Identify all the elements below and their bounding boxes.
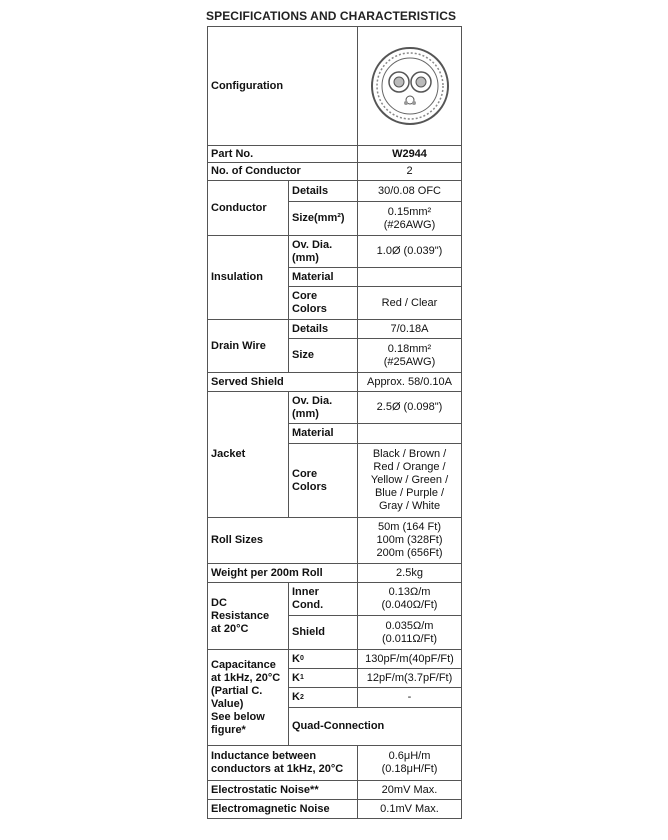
- capacitance-label: Capacitance at 1kHz, 20°C (Partial C. Value) See below figure*: [207, 649, 289, 746]
- capacitance-k1-label: K 1: [288, 668, 358, 688]
- no-conductor-label: No. of Conductor: [207, 162, 358, 181]
- drain-wire-details-value: 7/0.18A: [357, 319, 462, 339]
- k2-letter: K: [292, 691, 300, 703]
- quad-connection-label: Quad-Connection: [288, 707, 462, 746]
- conductor-label: Conductor: [207, 180, 289, 236]
- conductor-size-value: 0.15mm² (#26AWG): [357, 201, 462, 236]
- k1-letter: K: [292, 671, 300, 684]
- insulation-material-label: Material: [288, 267, 358, 287]
- electromagnetic-noise-value: 0.1mV Max.: [357, 799, 462, 819]
- part-no-label: Part No.: [207, 145, 358, 163]
- electrostatic-noise-value: 20mV Max.: [357, 780, 462, 800]
- drain-wire-size-value: 0.18mm² (#25AWG): [357, 338, 462, 373]
- inductance-label: Inductance between conductors at 1kHz, 20°C: [207, 745, 358, 781]
- drain-wire-size-label: Size: [288, 338, 358, 373]
- part-no-value: W2944: [357, 145, 462, 163]
- insulation-ovdia-value: 1.0Ø (0.039"): [357, 235, 462, 268]
- configuration-label: Configuration: [207, 26, 358, 146]
- insulation-material-value: [357, 267, 462, 287]
- insulation-label: Insulation: [207, 235, 289, 320]
- served-shield-label: Served Shield: [207, 372, 358, 392]
- conductor-size-label: Size(mm²): [288, 201, 358, 236]
- dc-resistance-inner-label: Inner Cond.: [288, 582, 358, 616]
- jacket-core-colors-label: Core Colors: [288, 443, 358, 518]
- k0-letter: K: [292, 652, 300, 665]
- weight-label: Weight per 200m Roll: [207, 563, 358, 583]
- drain-wire-label: Drain Wire: [207, 319, 289, 373]
- no-conductor-value: 2: [357, 162, 462, 181]
- jacket-material-value: [357, 423, 462, 444]
- insulation-ovdia-label: Ov. Dia. (mm): [288, 235, 358, 268]
- weight-value: 2.5kg: [357, 563, 462, 583]
- capacitance-k1-value: 12pF/m(3.7pF/Ft): [357, 668, 462, 688]
- capacitance-k2-label: K 2: [288, 687, 358, 708]
- inductance-value: 0.6μH/m (0.18μH/Ft): [357, 745, 462, 781]
- capacitance-k2-value: -: [357, 687, 462, 708]
- dc-resistance-shield-label: Shield: [288, 615, 358, 650]
- conductor-details-label: Details: [288, 180, 358, 202]
- cable-cross-section-figure: [357, 26, 462, 146]
- capacitance-k0-label: K 0: [288, 649, 358, 669]
- dc-resistance-label: DC Resistance at 20°C: [207, 582, 289, 650]
- jacket-ovdia-value: 2.5Ø (0.098"): [357, 391, 462, 424]
- dc-resistance-shield-value: 0.035Ω/m (0.011Ω/Ft): [357, 615, 462, 650]
- conductor-details-value: 30/0.08 OFC: [357, 180, 462, 202]
- served-shield-value: Approx. 58/0.10A: [357, 372, 462, 392]
- roll-sizes-label: Roll Sizes: [207, 517, 358, 564]
- insulation-core-colors-label: Core Colors: [288, 286, 358, 320]
- jacket-material-label: Material: [288, 423, 358, 444]
- dc-resistance-inner-value: 0.13Ω/m (0.040Ω/Ft): [357, 582, 462, 616]
- cable-cross-section-icon: [368, 44, 452, 128]
- electrostatic-noise-label: Electrostatic Noise**: [207, 780, 358, 800]
- page-title: SPECIFICATIONS AND CHARACTERISTICS: [206, 9, 457, 23]
- capacitance-k0-value: 130pF/m(40pF/Ft): [357, 649, 462, 669]
- drain-wire-details-label: Details: [288, 319, 358, 339]
- jacket-core-colors-value: Black / Brown / Red / Orange / Yellow / Green / Blue / Purple / Gray / White: [357, 443, 462, 518]
- electromagnetic-noise-label: Electromagnetic Noise: [207, 799, 358, 819]
- insulation-core-colors-value: Red / Clear: [357, 286, 462, 320]
- jacket-label: Jacket: [207, 391, 289, 518]
- roll-sizes-value: 50m (164 Ft) 100m (328Ft) 200m (656Ft): [357, 517, 462, 564]
- jacket-ovdia-label: Ov. Dia. (mm): [288, 391, 358, 424]
